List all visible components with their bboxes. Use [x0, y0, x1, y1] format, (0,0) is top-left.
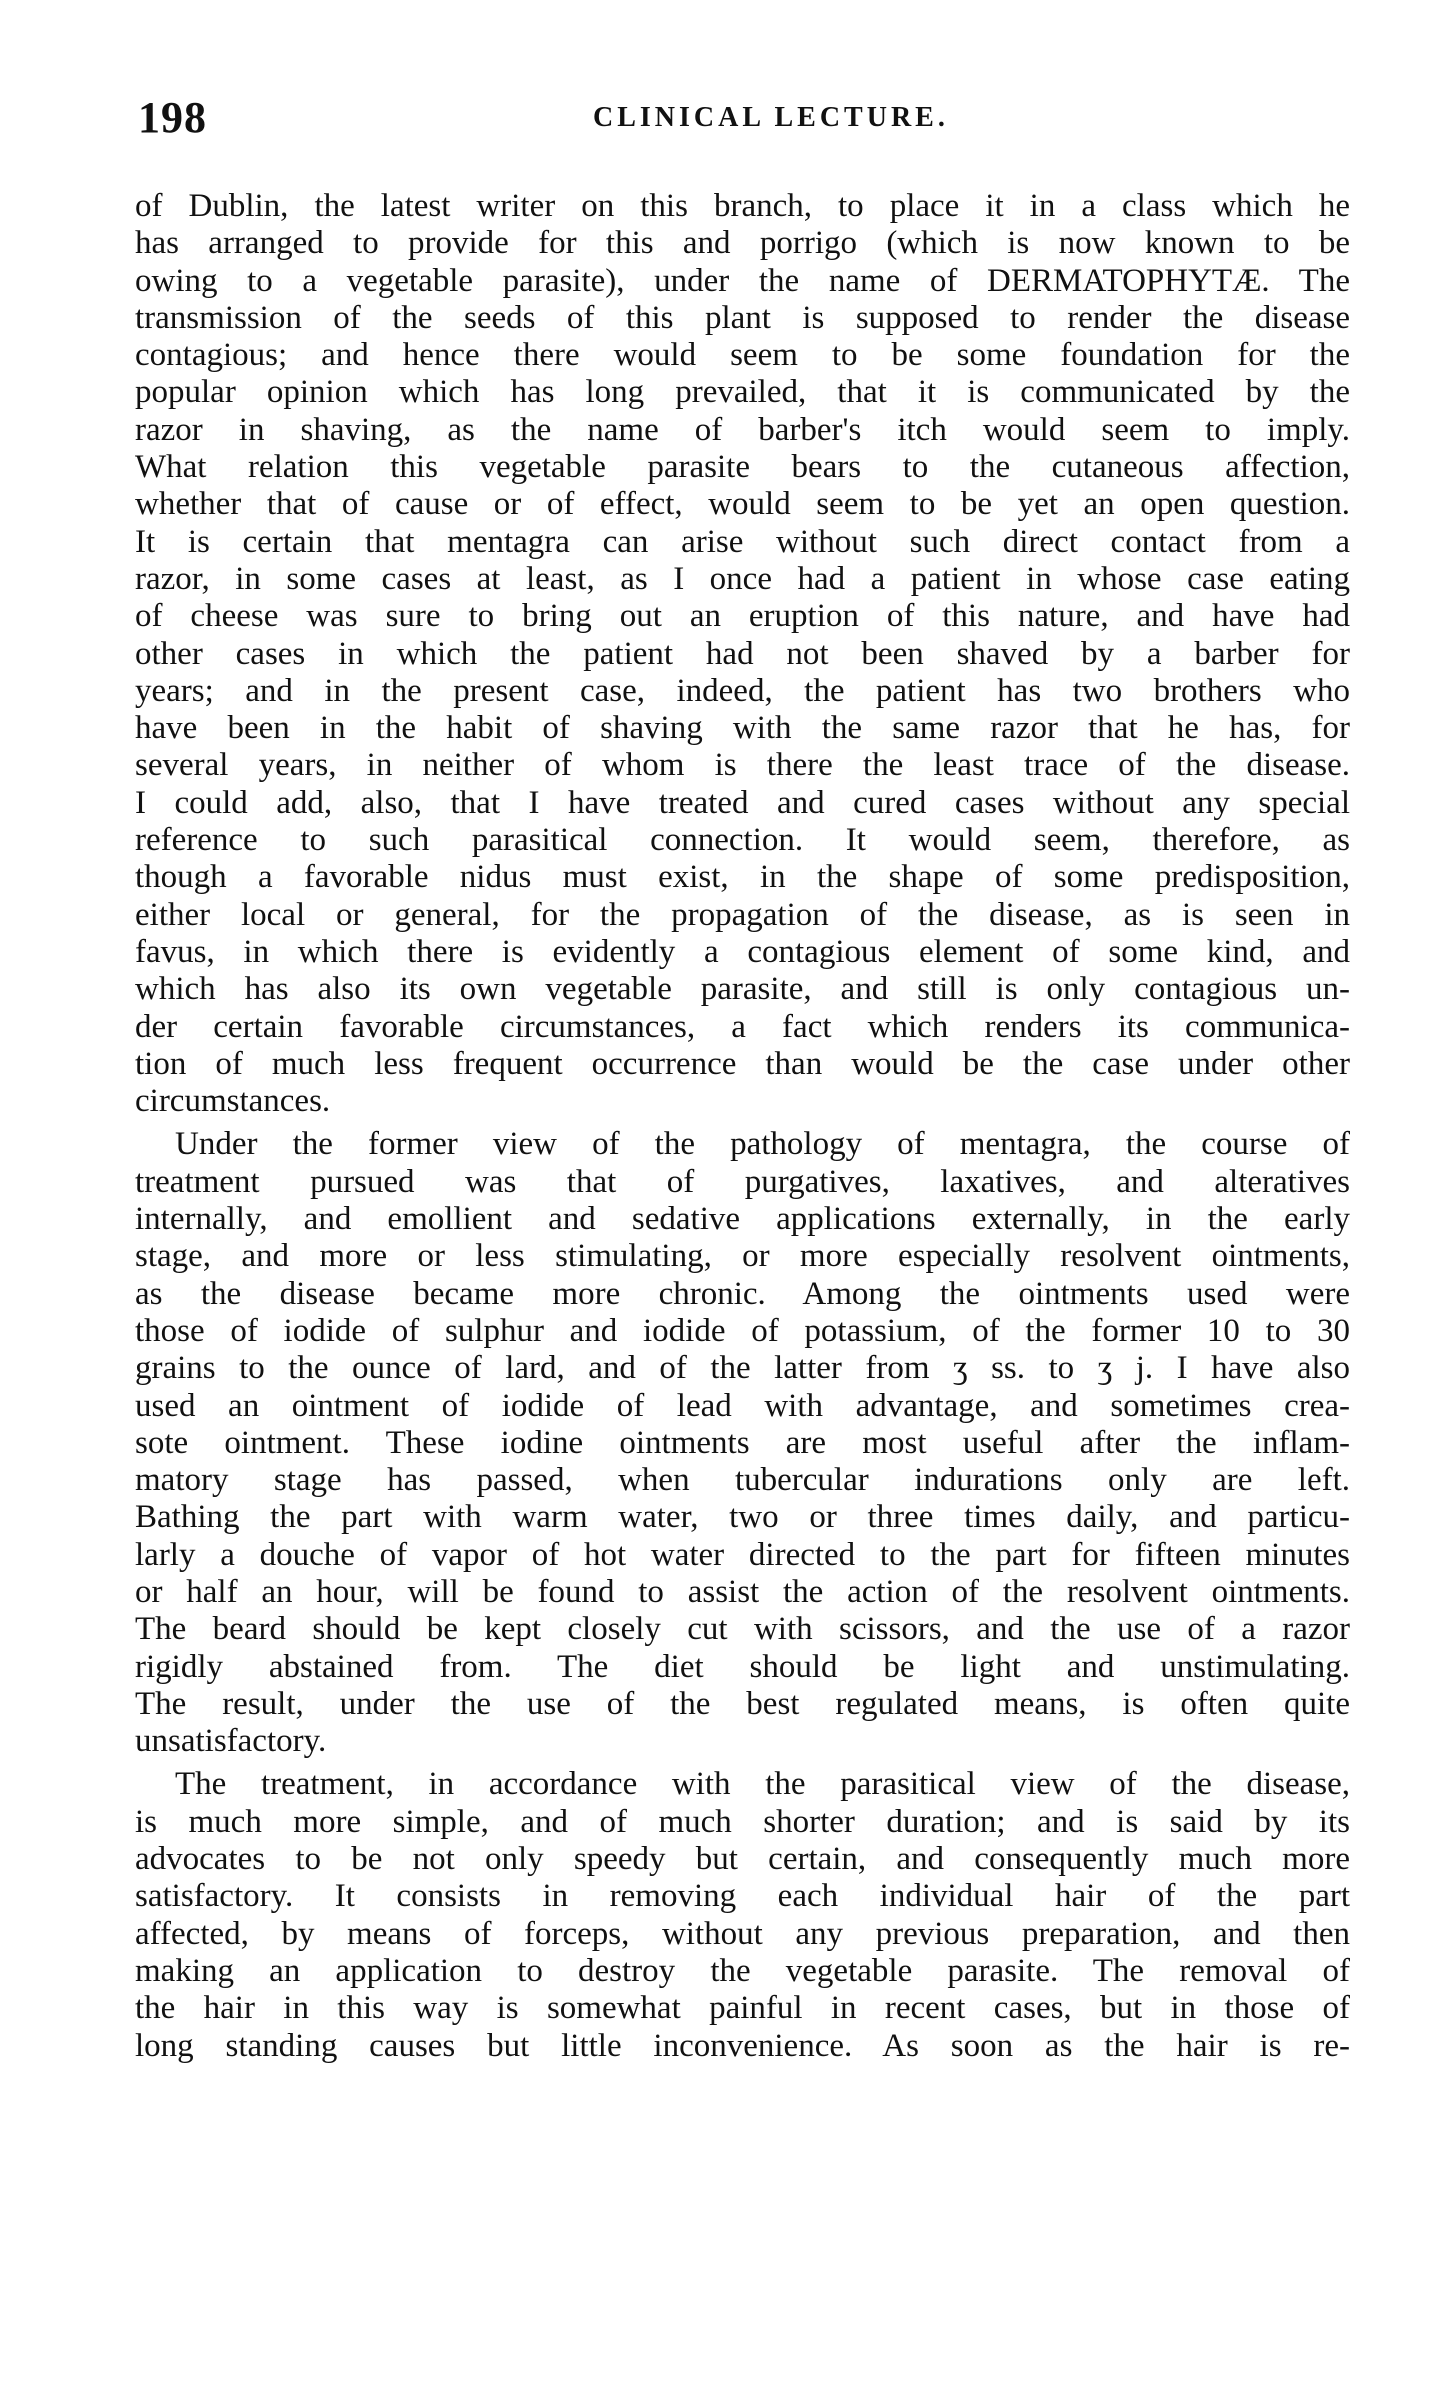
- text-line: The result, under the use of the best regulated means, is often quite: [135, 1685, 1350, 1722]
- text-line: is much more simple, and of much shorter duration; and is said by its: [135, 1803, 1350, 1840]
- text-line: of Dublin, the latest writer on this branch, to place it in a class which he: [135, 188, 1350, 224]
- running-head: [138, 92, 1338, 152]
- text-line: The treatment, in accordance with the parasitical view of the disease,: [175, 1766, 1350, 1803]
- text-line: several years, in neither of whom is there the least trace of the disease.: [135, 747, 1350, 784]
- text-line: What relation this vegetable parasite bears to the cutaneous affection,: [135, 449, 1350, 486]
- text-line: making an application to destroy the vegetable parasite. The removal of: [135, 1952, 1350, 1989]
- body-text: [135, 188, 1350, 2065]
- text-line: Under the former view of the pathology of mentagra, the course of: [175, 1126, 1350, 1163]
- text-line: sote ointment. These iodine ointments are most useful after the inflam-: [135, 1424, 1350, 1461]
- text-line: Bathing the part with warm water, two or three times daily, and particu-: [135, 1499, 1350, 1536]
- text-line: contagious; and hence there would seem to be some foundation for the: [135, 337, 1350, 374]
- text-line: which has also its own vegetable parasite, and still is only contagious un-: [135, 971, 1350, 1008]
- text-line: as the disease became more chronic. Among the ointments used were: [135, 1275, 1350, 1312]
- text-line: stage, and more or less stimulating, or more especially resolvent ointments,: [135, 1238, 1350, 1275]
- text-line: other cases in which the patient had not been shaved by a barber for: [135, 635, 1350, 672]
- text-line: reference to such parasitical connection. It would seem, therefore, as: [135, 822, 1350, 859]
- text-line: long standing causes but little inconvenience. As soon as the hair is re-: [135, 2027, 1350, 2064]
- paragraph-1: [135, 188, 1350, 1120]
- text-line: unsatisfactory.: [135, 1723, 327, 1760]
- text-line: years; and in the present case, indeed, the patient has two brothers who: [135, 672, 1350, 709]
- text-line: circumstances.: [135, 1083, 331, 1120]
- text-line: treatment pursued was that of purgatives, laxatives, and alteratives: [135, 1163, 1350, 1200]
- paragraph-3: [135, 1766, 1350, 2064]
- text-line: those of iodide of sulphur and iodide of potassium, of the former 10 to 30: [135, 1312, 1350, 1349]
- text-line: affected, by means of forceps, without any previous preparation, and then: [135, 1915, 1350, 1952]
- text-line: satisfactory. It consists in removing each individual hair of the part: [135, 1878, 1350, 1915]
- text-line: used an ointment of iodide of lead with advantage, and sometimes crea-: [135, 1387, 1350, 1424]
- text-line: either local or general, for the propagation of the disease, as is seen in: [135, 896, 1350, 933]
- text-line: whether that of cause or of effect, would seem to be yet an open question.: [135, 486, 1350, 523]
- text-line: transmission of the seeds of this plant is supposed to render the disease: [135, 299, 1350, 336]
- paragraph-2: [135, 1126, 1350, 1760]
- text-line: der certain favorable circumstances, a fact which renders its communica-: [135, 1008, 1350, 1045]
- text-line: the hair in this way is somewhat painful in recent cases, but in those of: [135, 1990, 1350, 2027]
- text-line: has arranged to provide for this and porrigo (which is now known to be: [135, 225, 1350, 262]
- text-line: rigidly abstained from. The diet should be light and unstimulating.: [135, 1648, 1350, 1685]
- text-line: of cheese was sure to bring out an eruption of this nature, and have had: [135, 598, 1350, 635]
- text-line: internally, and emollient and sedative applications externally, in the early: [135, 1201, 1350, 1238]
- text-line: have been in the habit of shaving with the same razor that he has, for: [135, 710, 1350, 747]
- text-line: popular opinion which has long prevailed, that it is communicated by the: [135, 374, 1350, 411]
- text-line: larly a douche of vapor of hot water directed to the part for fifteen minutes: [135, 1536, 1350, 1573]
- text-line: It is certain that mentagra can arise without such direct contact from a: [135, 523, 1350, 560]
- text-line: razor in shaving, as the name of barber's itch would seem to imply.: [135, 411, 1350, 448]
- text-line: tion of much less frequent occurrence than would be the case under other: [135, 1045, 1350, 1082]
- text-line: though a favorable nidus must exist, in the shape of some predisposition,: [135, 859, 1350, 896]
- running-title: CLINICAL LECTURE.: [593, 102, 949, 133]
- text-line: razor, in some cases at least, as I once had a patient in whose case eating: [135, 560, 1350, 597]
- page-number: 198: [138, 93, 207, 142]
- text-line: matory stage has passed, when tubercular indurations only are left.: [135, 1462, 1350, 1499]
- text-line: favus, in which there is evidently a contagious element of some kind, and: [135, 933, 1350, 970]
- text-line: grains to the ounce of lard, and of the latter from ʒ ss. to ʒ j. I have also: [135, 1350, 1350, 1387]
- text-line: I could add, also, that I have treated and cured cases without any special: [135, 784, 1350, 821]
- text-line: advocates to be not only speedy but certain, and consequently much more: [135, 1841, 1350, 1878]
- text-line: The beard should be kept closely cut with scissors, and the use of a razor: [135, 1611, 1350, 1648]
- text-line: or half an hour, will be found to assist the action of the resolvent ointments.: [135, 1573, 1350, 1610]
- text-line: owing to a vegetable parasite), under the name of DERMATOPHYTÆ. The: [135, 262, 1350, 299]
